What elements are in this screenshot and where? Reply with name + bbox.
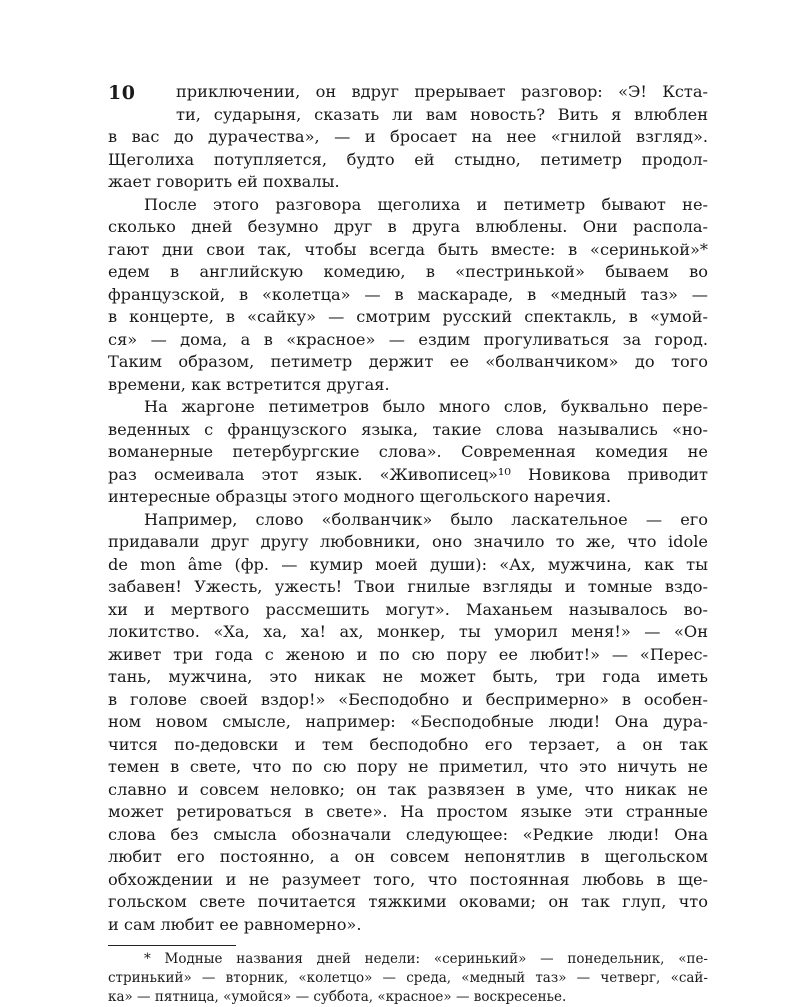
text-line: забавен! Ужесть, ужесть! Твои гнилые взгляды и томные вздо- [108, 577, 708, 596]
text-line: После этого разговора щеголиха и петиметр бывают не- [144, 194, 708, 214]
text-line: любит его постоянно, а он совсем непонятлив в щегольском [108, 847, 708, 866]
text-line: гольском свете почитается тяжкими оковами; он так глуп, что [108, 892, 708, 911]
text-line: живет три года с женою и по сю пору ее любит!» — «Перес- [108, 644, 708, 664]
text-line: едем в английскую комедию, в «пестринькой» бываем во [108, 262, 708, 281]
text-line: чится по-дедовски и тем бесподобно его терзает, а он так [108, 734, 708, 754]
text-line: может ретироваться в свете». На простом языке эти странные [108, 802, 708, 821]
text-line: интересные образцы этого модного щегольского наречия. [108, 487, 612, 506]
text-line: в вас до дурачества», — и бросает на нее «гнилой взгляд». [108, 127, 708, 146]
text-line: жает говорить ей похвалы. [108, 172, 340, 191]
footnote-line: стринький» — вторник, «колетцо» — среда, «медный таз» — четверг, «сай- [108, 970, 708, 986]
text-line: обхождении и не разумеет того, что постоянная любовь в ще- [108, 869, 708, 889]
text-line: локитство. «Ха, ха, ха! ах, монкер, ты уморил меня!» — «Он [108, 622, 708, 641]
text-line: ном новом смысле, например: «Бесподобные люди! Она дура- [108, 712, 708, 731]
text-line: воманерные петербургские слова». Современная комедия не [108, 442, 708, 461]
text-line: веденных с французского языка, такие слова назывались «но- [108, 419, 708, 439]
text-line: французской, в «колетца» — в маскараде, в «медный таз» — [108, 284, 708, 304]
footnote-divider [108, 945, 236, 946]
text-line: темен в свете, что по сю пору не приметил, что это ничуть не [108, 757, 708, 776]
text-line: раз осмеивала этот язык. «Живописец»¹⁰ Новикова приводит [108, 464, 708, 484]
text-line: гают дни свои так, чтобы всегда быть вместе: в «серинькой»* [108, 239, 708, 259]
page-number: 10 [108, 82, 136, 104]
text-line: de mon âme (фр. — кумир моей души): «Ах, мужчина, как ты [108, 554, 708, 574]
text-line: славно и совсем неловко; он так развязен в уме, что никак не [108, 779, 708, 799]
text-line: Таким образом, петиметр держит ее «болванчиком» до того [108, 352, 708, 371]
footnote-line: * Модные названия дней недели: «серинький» — понедельник, «пе- [144, 951, 708, 967]
footnote [108, 950, 708, 1007]
text-line: придавали друг другу любовники, оно значило то же, что idole [108, 532, 708, 551]
book-page [108, 81, 708, 1007]
footnote-line: ка» — пятница, «умойся» — суббота, «красное» — воскресенье. [108, 989, 567, 1005]
text-line: хи и мертвого рассмешить могут». Маханьем называлось во- [108, 599, 708, 619]
text-line: ти, сударыня, сказать ли вам новость? Вить я влюблен [176, 104, 708, 124]
text-line: в концерте, в «сайку» — смотрим русский спектакль, в «умой- [108, 307, 708, 326]
text-line: в голове своей вздор!» «Бесподобно и беспримерно» в особен- [108, 689, 708, 709]
text-line: слова без смысла обозначали следующее: «Редкие люди! Она [108, 824, 708, 844]
text-line: Щеголиха потупляется, будто ей стыдно, петиметр продол- [108, 149, 708, 169]
text-line: Например, слово «болванчик» было ласкательное — его [144, 509, 708, 529]
text-line: На жаргоне петиметров было много слов, буквально пере- [144, 397, 708, 416]
text-line: и сам любит ее равномерно». [108, 914, 362, 934]
body-text [108, 81, 708, 936]
text-line: тань, мужчина, это никак не может быть, три года иметь [108, 667, 708, 686]
text-line: ся» — дома, а в «красное» — ездим прогуливаться за город. [108, 329, 708, 349]
text-line: сколько дней безумно друг в друга влюблены. Они распола- [108, 217, 708, 236]
text-line: времени, как встретится другая. [108, 374, 390, 394]
text-line: приключении, он вдруг прерывает разговор: «Э! Кста- [176, 82, 708, 101]
